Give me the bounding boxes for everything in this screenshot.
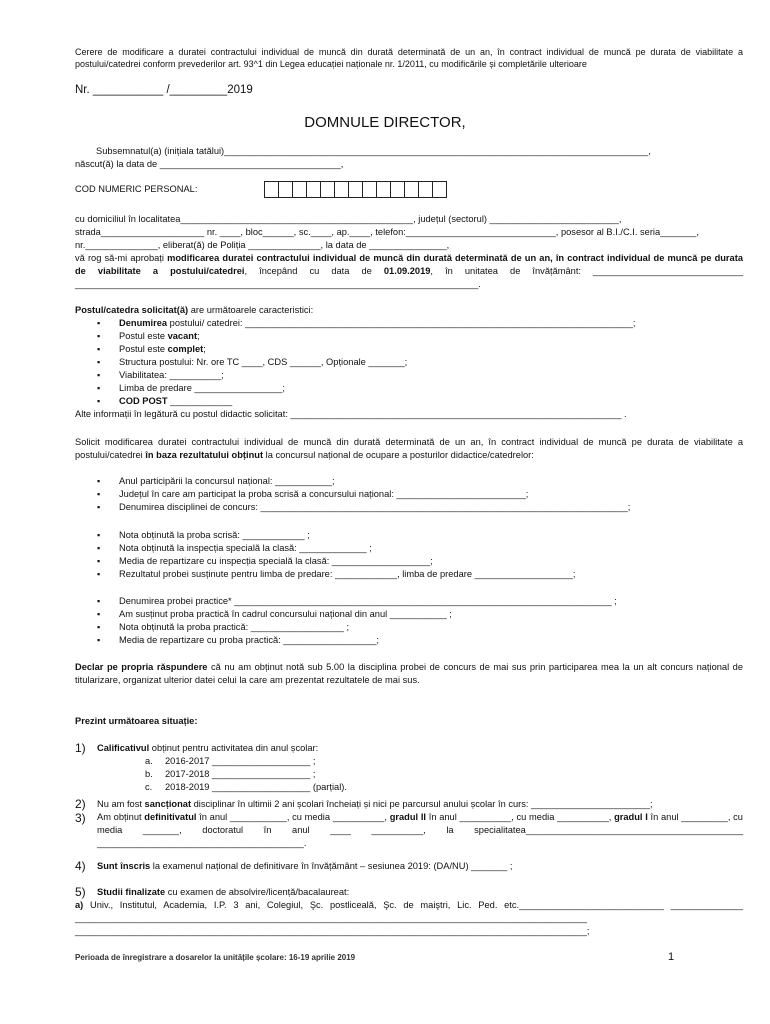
concurs-item[interactable]: ▪ Anul participării la concursul național: ___________; bbox=[75, 475, 743, 488]
situation-item-5: 5) Studii finalizate cu examen de absolvire/licență/bacalaureat: bbox=[75, 885, 350, 899]
post-characteristic-item[interactable]: ▪ Postul este vacant; bbox=[75, 330, 743, 343]
footer-text: Perioada de înregistrare a dosarelor la unitățile școlare: 16-19 aprilie 2019 bbox=[75, 953, 356, 962]
cnp-digit-box[interactable] bbox=[334, 181, 349, 198]
post-characteristic-item[interactable]: ▪ Postul este complet; bbox=[75, 343, 743, 356]
note-item[interactable]: ▪ Rezultatul probei susținute pentru limba de predare: ____________, limba de predare ___________________; bbox=[75, 568, 743, 581]
domiciliu-line-1[interactable]: cu domiciliul în localitatea_____________________________________________, județul (sectorul) _________________________, bbox=[75, 214, 622, 224]
post-section-title: Postul/catedra solicitat(ă) are următoarele caracteristici: bbox=[75, 305, 314, 315]
domiciliu-block bbox=[75, 213, 743, 291]
solicit-paragraph: Solicit modificarea duratei contractului individual de muncă din durată determinată de un an, în contract individual de muncă pe durata de viabilitate a postului/catedrei în baza rezultatului obținut la concursul național de ocupare a posturilor didactice/catedrelor: bbox=[75, 437, 743, 460]
situation-item-1: 1) Calificativul obținut pentru activitatea din anul școlar: bbox=[75, 741, 319, 755]
cnp-digit-box[interactable] bbox=[432, 181, 447, 198]
calificativ-sublist bbox=[75, 755, 743, 794]
cnp-digit-box[interactable] bbox=[320, 181, 335, 198]
post-characteristic-item[interactable]: ▪ Denumirea postului/ catedrei: ___________________________________________________________________________; bbox=[75, 317, 743, 330]
page-number: 1 bbox=[668, 951, 675, 963]
situation-list bbox=[75, 741, 743, 938]
cnp-digit-box[interactable] bbox=[292, 181, 307, 198]
cnp-row bbox=[75, 181, 743, 198]
cnp-digit-box[interactable] bbox=[404, 181, 419, 198]
concurs-item[interactable]: ▪ Denumirea disciplinei de concurs: _______________________________________________________________________; bbox=[75, 501, 743, 514]
note-item[interactable]: ▪ Nota obținută la proba scrisă: ____________ ; bbox=[75, 529, 743, 542]
form-header-text: Cerere de modificare a duratei contractului individual de muncă din durată determinată de un an, în contract individual de muncă pe durata de viabilitate a postului/catedrei conform prevederilor art. 93^1 din Legea educației naționale nr. 1/2011, cu modificările și completările ulterioare bbox=[75, 47, 743, 69]
domiciliu-line-3[interactable]: nr.______________, eliberat(ă) de Poliția ______________, la data de _______________, bbox=[75, 240, 450, 250]
page-title: DOMNULE DIRECTOR, bbox=[304, 114, 466, 131]
nascut-line[interactable]: născut(ă) la data de ___________________________________, bbox=[75, 159, 344, 169]
situation-item-3: 3) Am obținut definitivatul în anul ___________, cu media __________, gradul II în anul __________, cu media __________, gradul I în anul _________, cu media _______, doctoratul în anul ____ __________, la specialitatea__________________________________________ ________________________________________. bbox=[75, 811, 743, 848]
practica-item[interactable]: ▪ Am susținut proba practică în cadrul concursului național din anul ___________ ; bbox=[75, 608, 743, 621]
note-block bbox=[75, 529, 743, 581]
domiciliu-line-2[interactable]: strada____________________ nr. ____, bloc______, sc.____, ap.____, telefon:_____________________________, posesor al B.I./C.I. seria_______, bbox=[75, 227, 699, 237]
cnp-digit-box[interactable] bbox=[306, 181, 321, 198]
cnp-digit-box[interactable] bbox=[264, 181, 279, 198]
situation-item-2: 2) Nu am fost sancționat disciplinar în ultimii 2 ani școlari încheiați și nici pe parcursul anului școlar în curs: _______________________; bbox=[75, 797, 653, 811]
calificativ-year-row[interactable]: c. 2018-2019 ___________________ (parțial). bbox=[145, 782, 347, 792]
post-characteristic-item[interactable]: ▪ Structura postului: Nr. ore TC ____, CDS ______, Opționale _______; bbox=[75, 356, 743, 369]
alte-informatii-line[interactable]: Alte informații în legătură cu postul didactic solicitat: ________________________________________________________________ . bbox=[75, 409, 627, 419]
practica-block bbox=[75, 595, 743, 647]
post-characteristic-item[interactable]: ▪ Viabilitatea: __________; bbox=[75, 369, 743, 382]
practica-list bbox=[75, 595, 743, 647]
calificativ-year-row[interactable]: a. 2016-2017 ___________________ ; bbox=[145, 756, 316, 766]
calificativ-year-row[interactable]: b. 2017-2018 ___________________ ; bbox=[145, 769, 316, 779]
situation-item-4: 4) Sunt înscris la examenul național de definitivare în învățământ – sesiunea 2019: (DA/NU) _______ ; bbox=[75, 859, 513, 873]
post-characteristics-list bbox=[75, 317, 743, 408]
concurs-block bbox=[75, 475, 743, 514]
post-characteristic-item[interactable]: ▪ Limba de predare _________________; bbox=[75, 382, 743, 395]
cnp-digit-box[interactable] bbox=[390, 181, 405, 198]
concurs-item[interactable]: ▪ Județul în care am participat la proba scrisă a concursului național: _________________________; bbox=[75, 488, 743, 501]
note-item[interactable]: ▪ Media de repartizare cu inspecția specială la clasă: ___________________; bbox=[75, 555, 743, 568]
cnp-digit-box[interactable] bbox=[418, 181, 433, 198]
cnp-digit-box[interactable] bbox=[278, 181, 293, 198]
practica-item[interactable]: ▪ Denumirea probei practice* _________________________________________________________________________ ; bbox=[75, 595, 743, 608]
declaration-paragraph: Declar pe propria răspundere că nu am obținut notă sub 5.00 la disciplina probei de concurs de mai sus prin participarea mea la un alt concurs național de titularizare, organizat ulterior datei celui la care am prezentat rezultatele de mai sus. bbox=[75, 662, 743, 685]
situation-heading: Prezint următoarea situație: bbox=[75, 716, 198, 726]
concurs-list bbox=[75, 475, 743, 514]
registration-number-line[interactable]: Nr. ___________ /_________2019 bbox=[75, 84, 253, 96]
cnp-digit-box[interactable] bbox=[362, 181, 377, 198]
post-section bbox=[75, 304, 743, 421]
cnp-digit-box[interactable] bbox=[348, 181, 363, 198]
practica-item[interactable]: ▪ Media de repartizare cu proba practică: __________________; bbox=[75, 634, 743, 647]
note-list bbox=[75, 529, 743, 581]
studii-line[interactable]: a) Univ., Institutul, Academia, I.P. 3 ani, Colegiul, Şc. postliceală, Şc. de maiştri, Lic. Ped. etc.____________________________ ______________ ___________________________________________________________________________________________________ ___________________________________________________________________________________________________; bbox=[75, 900, 743, 936]
post-characteristic-item[interactable]: ▪ COD POST ____________ bbox=[75, 395, 743, 408]
subsemnatul-line[interactable]: Subsemnatul(a) (inițiala tatălui)__________________________________________________________________________________, bbox=[96, 146, 651, 156]
cnp-digit-box[interactable] bbox=[376, 181, 391, 198]
cnp-boxes[interactable] bbox=[265, 181, 447, 198]
note-item[interactable]: ▪ Nota obținută la inspecția specială la clasă: _____________ ; bbox=[75, 542, 743, 555]
cnp-label: COD NUMERIC PERSONAL: bbox=[75, 184, 198, 194]
request-paragraph: vă rog să-mi aprobați modificarea duratei contractului individual de muncă din durată determinată de un an, în contract individual de muncă pe durata de viabilitate a postului/catedrei, începând cu data de 01.09.2019, în unitatea de învățământ: _____________________________ ______________________________________________________________________________. bbox=[75, 253, 744, 289]
practica-item[interactable]: ▪ Nota obținută la proba practică: __________________ ; bbox=[75, 621, 743, 634]
